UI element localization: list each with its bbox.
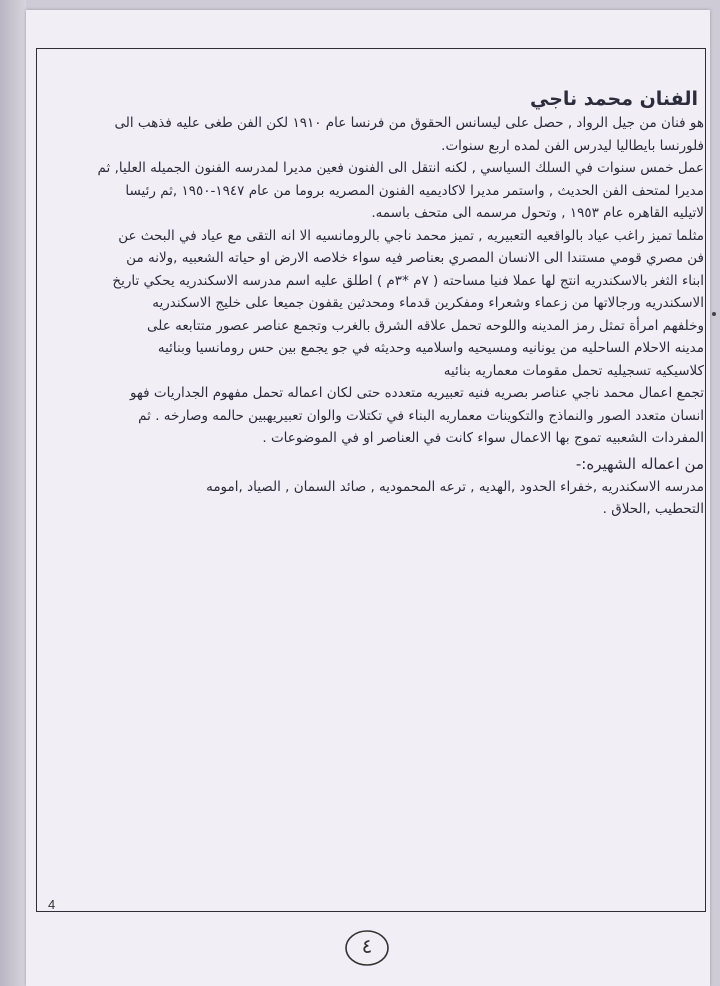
text-line: تجمع اعمال محمد ناجي عناصر بصريه فنيه تعبيريه متعدده حتى لكان اعماله تحمل مفهوم الجداريات فهو (129, 385, 704, 401)
works-heading: من اعماله الشهيره:- (575, 454, 704, 473)
handwritten-page-number (344, 928, 390, 968)
handwritten-page-number-text: ٤ (361, 934, 373, 958)
margin-dot (712, 312, 716, 316)
text-line: مدينه الاحلام الساحليه من يونانيه ومسيحيه واسلاميه وحديثه في جو يجمع بين حس رومانسيا وبنائيه (157, 340, 704, 356)
text-line: فلورنسا بايطاليا ليدرس الفن لمده اربع سنوات. (441, 137, 704, 154)
text-line: وخلفهم امرأة تمثل رمز المدينه واللوحه تحمل علاقه الشرق بالغرب وتجمع عناصر عصور متتابعه على (147, 317, 704, 334)
text-line: ابناء الثغر بالاسكندريه انتج لها عملا فنيا مساحته ( ٧م *٣م ) اطلق عليه اسم مدرسه الاسكندريه يحكي تاريخ (112, 272, 704, 289)
text-line: لاتيليه القاهره عام ١٩٥٣ , وتحول مرسمه الى متحف باسمه. (371, 205, 704, 221)
body-paragraphs (44, 112, 704, 450)
text-line: فن مصري قومي مستندا الى الانسان المصري بعناصر فيه سواء خلاصه الارض او حياته الشعبيه ,ولانه من (126, 250, 704, 266)
text-line: انسان متعدد الصور والنماذج والتكوينات معماريه البناء في تكتلات والوان تعبيريهبين حالمه وصارخه . ثم (138, 407, 704, 424)
text-line: المفردات الشعبيه تموج بها الاعمال سواء كانت في العناصر او في الموضوعات . (262, 430, 704, 446)
text-line: عمل خمس سنوات في السلك السياسي , لكنه انتقل الى الفنون فعين مديرا لمدرسه الفنون الجميله العليا, ثم (97, 160, 704, 176)
page-number: 4 (48, 897, 56, 912)
page-edge-shadow (0, 0, 26, 986)
text-line: كلاسيكيه تسجيليه تحمل مقومات معماريه بنائيه (443, 362, 704, 379)
text-line: مثلما تميز راغب عياد بالواقعيه التعبيريه , تميز محمد ناجي بالرومانسيه الا انه التقى مع عياد في البحث عن (118, 227, 704, 244)
text-line: هو فنان من جيل الرواد , حصل على ليسانس الحقوق من فرنسا عام ١٩١٠ لكن الفن طغى عليه فذهب الى (114, 115, 704, 131)
text-line: الاسكندريه ورجالاتها من زعماء وشعراء ومفكرين قدماء ومحدثين يقفون جميعا على خليج الاسكندريه (152, 295, 704, 311)
works-line: التحطيب ,الحلاق . (602, 501, 704, 517)
document-body (44, 88, 704, 521)
works-list (44, 476, 704, 521)
works-line: مدرسه الاسكندريه ,خفراء الحدود ,الهديه , ترعه المحموديه , صائد السمان , الصياد ,امومه (206, 478, 704, 495)
text-line: مديرا لمتحف الفن الحديث , واستمر مديرا لاكاديميه الفنون المصريه بروما من عام ١٩٤٧-١٩٥٠ ,ثم رئيسا (125, 182, 704, 199)
document-title: الفنان محمد ناجي (529, 88, 698, 110)
